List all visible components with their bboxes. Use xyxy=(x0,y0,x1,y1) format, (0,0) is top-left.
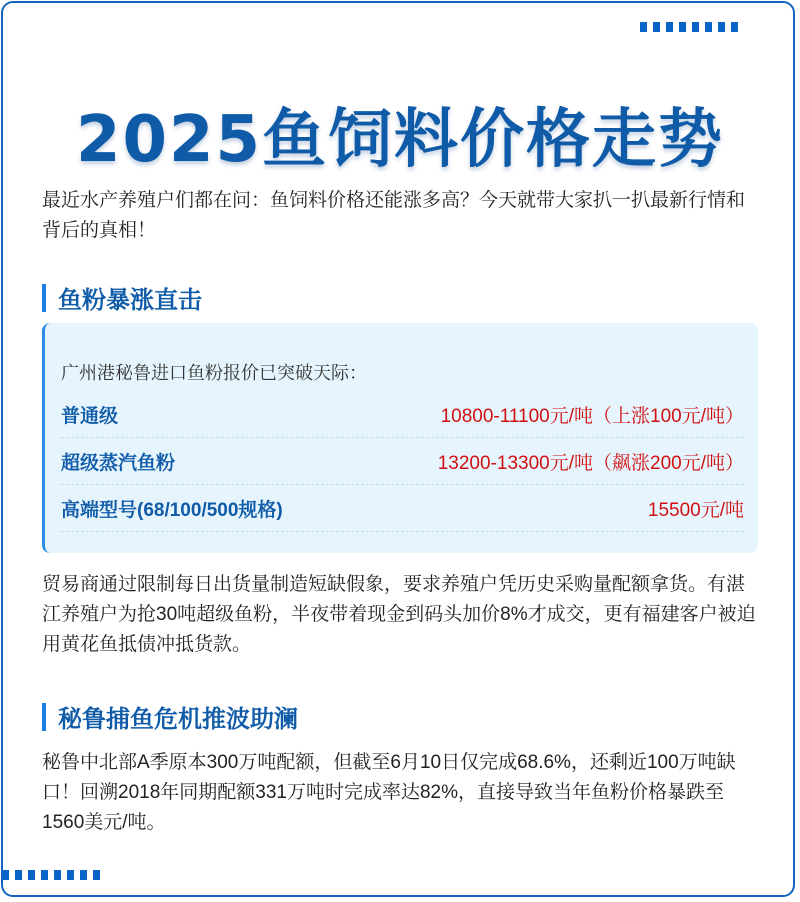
price-row xyxy=(61,391,744,438)
price-label: 普通级 xyxy=(61,405,119,427)
intro-paragraph: 最近水产养殖户们都在问：鱼饲料价格还能涨多高？今天就带大家扒一扒最新行情和背后的真相！ xyxy=(42,190,746,241)
section1-paragraph: 贸易商通过限制每日出货量制造短缺假象，要求养殖户凭历史采购量配额拿货。有湛江养殖户为抢30吨超级鱼粉，半夜带着现金到码头加价8%才成交，更有福建客户被迫用黄花鱼抵债冲抵货款。 xyxy=(42,574,756,655)
section2-paragraph: 秘鲁中北部A季原本300万吨配额，但截至6月10日仅完成68.6%，还剩近100万吨缺口！回溯2018年同期配额331万吨时完成率达82%，直接导致当年鱼粉价格暴跌至1560美元/吨。 xyxy=(42,752,736,833)
section-title: 鱼粉暴涨直击 xyxy=(58,287,202,314)
section-heading-peru xyxy=(42,699,298,734)
heading-accent-bar xyxy=(42,703,46,731)
decorative-dots-bottom xyxy=(2,870,100,880)
heading-accent-bar xyxy=(42,284,46,312)
price-box xyxy=(42,323,758,553)
price-value: 13200-13300元/吨（飙涨200元/吨） xyxy=(437,452,744,474)
price-row xyxy=(61,485,744,532)
section-title: 秘鲁捕鱼危机推波助澜 xyxy=(58,706,298,733)
page-title: 2025鱼饲料价格走势 xyxy=(75,103,725,177)
price-label: 高端型号(68/100/500规格) xyxy=(61,499,283,521)
price-value: 15500元/吨 xyxy=(647,499,744,521)
price-value: 10800-11100元/吨（上涨100元/吨） xyxy=(440,405,744,427)
decorative-dots-top xyxy=(640,22,738,32)
price-row xyxy=(61,438,744,485)
price-box-intro: 广州港秘鲁进口鱼粉报价已突破天际： xyxy=(61,363,367,383)
section-heading-fishmeal xyxy=(42,280,202,315)
price-label: 超级蒸汽鱼粉 xyxy=(61,452,176,474)
